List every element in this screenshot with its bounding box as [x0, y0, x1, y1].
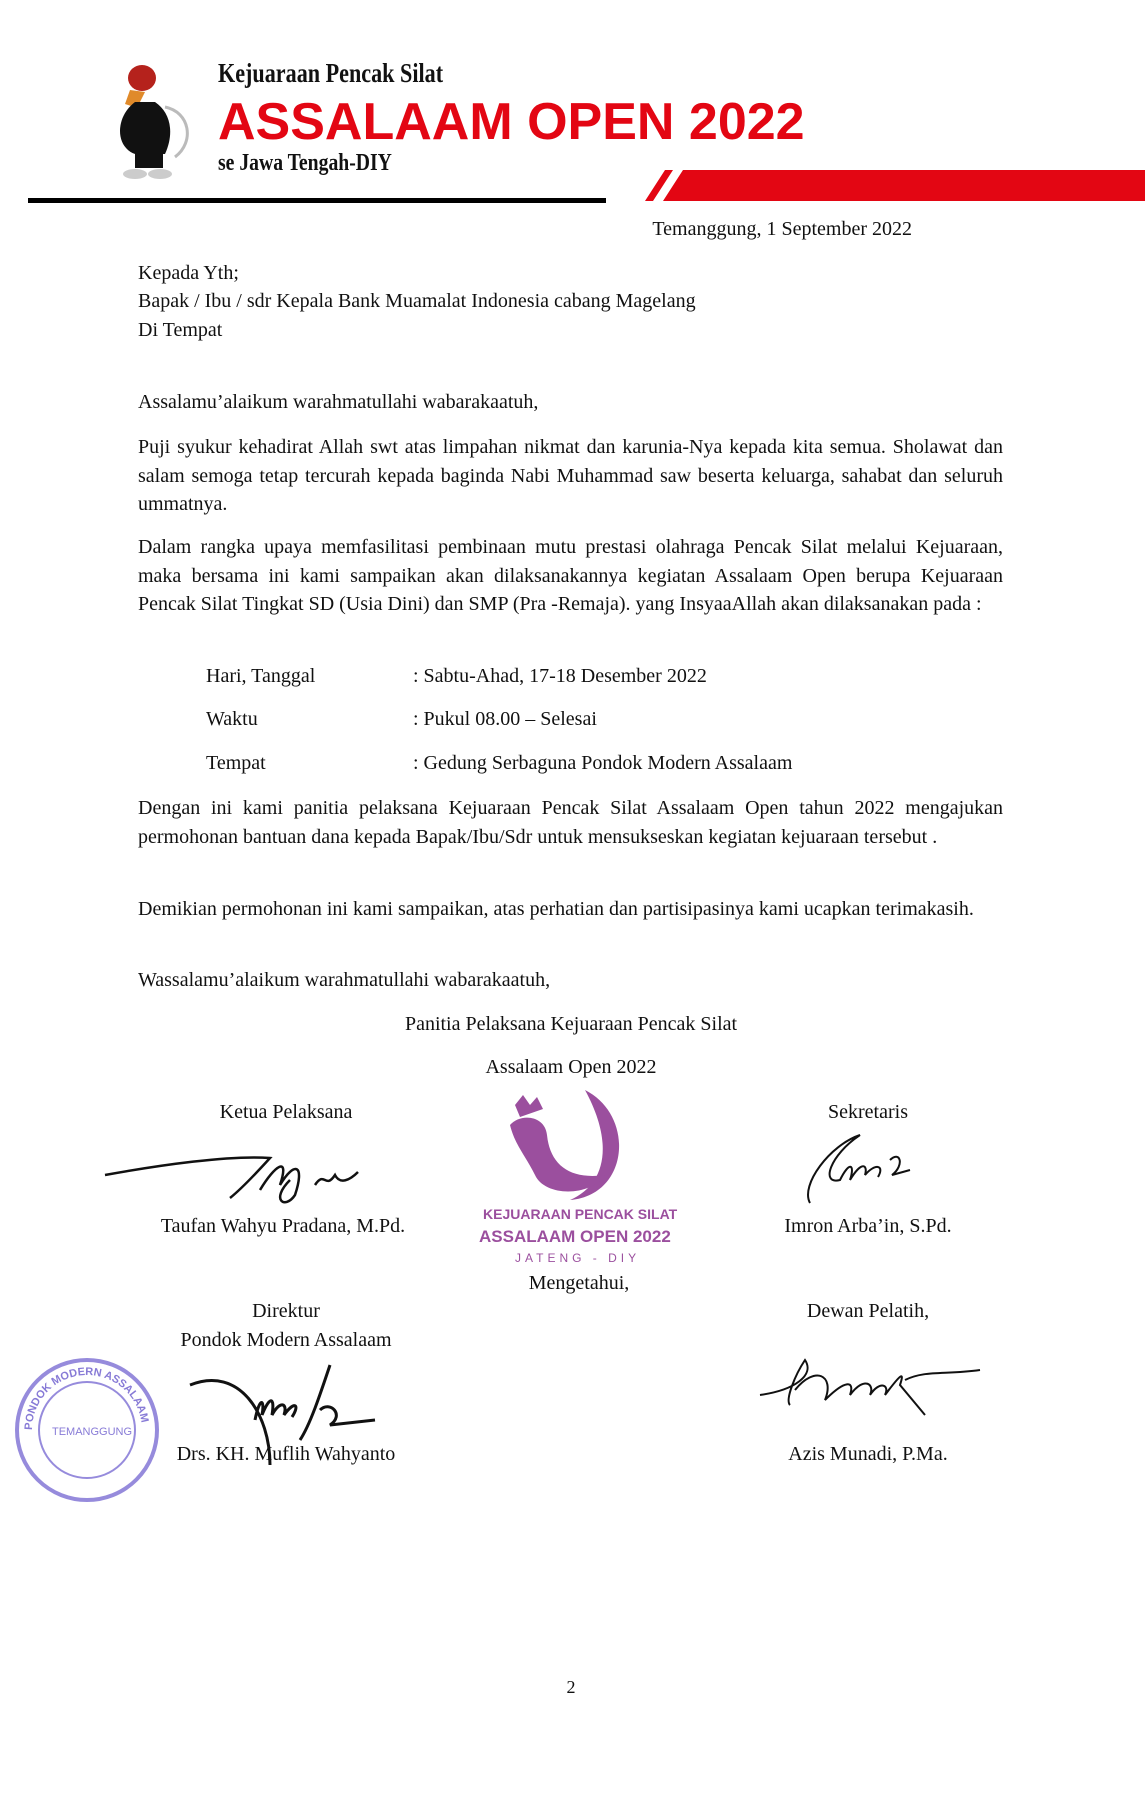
pelatih-signature: [755, 1345, 985, 1420]
stamp-sub: TEMANGGUNG: [52, 1426, 133, 1438]
recipient-line: Kepada Yth;: [138, 262, 239, 284]
direktur-name: Drs. KH. Muflih Wahyanto: [176, 1443, 396, 1465]
header-title: ASSALAAM OPEN 2022: [218, 93, 805, 151]
direktur-org: Pondok Modern Assalaam: [180, 1329, 392, 1351]
paragraph: Demikian permohonan ini kami sampaikan, atas perhatian dan partisipasinya kami ucapkan terimakasih.: [138, 898, 974, 920]
ketua-role: Ketua Pelaksana: [219, 1101, 353, 1123]
letter-date: Temanggung, 1 September 2022: [652, 218, 912, 240]
ketua-signature: [100, 1140, 370, 1215]
detail-label: Hari, Tanggal: [206, 665, 316, 687]
logo-region: JATENG - DIY: [515, 1251, 641, 1265]
mengetahui-label: Mengetahui,: [528, 1272, 630, 1294]
stamp-text: PONDOK MODERN ASSALAAM: [22, 1365, 151, 1431]
pelatih-role: Dewan Pelatih,: [806, 1300, 930, 1322]
school-stamp: [12, 1350, 172, 1510]
sekretaris-name: Imron Arba’in, S.Pd.: [784, 1215, 952, 1237]
detail-label: Waktu: [206, 708, 258, 730]
sekretaris-signature: [800, 1125, 920, 1210]
sekretaris-role: Sekretaris: [828, 1101, 908, 1123]
committee-line: Assalaam Open 2022: [485, 1056, 657, 1078]
rooster-mascot-icon: [105, 62, 205, 182]
detail-value: : Gedung Serbaguna Pondok Modern Assalaam: [413, 752, 793, 774]
detail-label: Tempat: [206, 752, 266, 774]
greeting: Assalamu’alaikum warahmatullahi wabarakaatuh,: [138, 391, 539, 413]
page-number: 2: [566, 1677, 576, 1697]
logo-title: ASSALAAM OPEN 2022: [479, 1227, 671, 1246]
committee-line: Panitia Pelaksana Kejuaraan Pencak Silat: [404, 1013, 738, 1035]
paragraph: Puji syukur kehadirat Allah swt atas limpahan nikmat dan karunia-Nya kepada kita semua. Sholawat dan salam semoga tetap tercurah kepada baginda Nabi Muhammad saw beserta keluarga, sahabat dan seluruh ummatnya.: [138, 436, 1003, 516]
ketua-name: Taufan Wahyu Pradana, M.Pd.: [160, 1215, 406, 1237]
header-subtitle: Kejuaraan Pencak Silat: [218, 58, 444, 88]
header-region: se Jawa Tengah-DIY: [218, 150, 392, 176]
paragraph: Dengan ini kami panitia pelaksana Kejuaraan Pencak Silat Assalaam Open tahun 2022 mengajukan permohonan bantuan dana kepada Bapak/Ibu/Sdr untuk mensukseskan kegiatan kejuaraan tersebut .: [138, 797, 1003, 848]
event-logo: [475, 1085, 690, 1267]
detail-value: : Sabtu-Ahad, 17-18 Desember 2022: [413, 665, 707, 687]
direktur-role: Direktur: [252, 1300, 320, 1322]
recipient-line: Di Tempat: [138, 319, 223, 341]
closing: Wassalamu’alaikum warahmatullahi wabarakaatuh,: [138, 969, 551, 991]
header-divider: [28, 198, 606, 203]
detail-value: : Pukul 08.00 – Selesai: [413, 708, 597, 730]
pelatih-name: Azis Munadi, P.Ma.: [788, 1443, 948, 1465]
logo-text: KEJUARAAN PENCAK SILAT: [483, 1206, 678, 1222]
recipient-line: Bapak / Ibu / sdr Kepala Bank Muamalat Indonesia cabang Magelang: [138, 290, 696, 312]
paragraph: Dalam rangka upaya memfasilitasi pembinaan mutu prestasi olahraga Pencak Silat melalui Kejuaraan, maka bersama ini kami sampaikan akan dilaksanakannya kegiatan Assalaam Open berupa Kejuaraan Pencak Silat Tingkat SD (Usia Dini) dan SMP (Pra -Remaja). yang InsyaaAllah akan dilaksanakan pada :: [138, 536, 1003, 616]
header-red-band: [645, 170, 1145, 202]
